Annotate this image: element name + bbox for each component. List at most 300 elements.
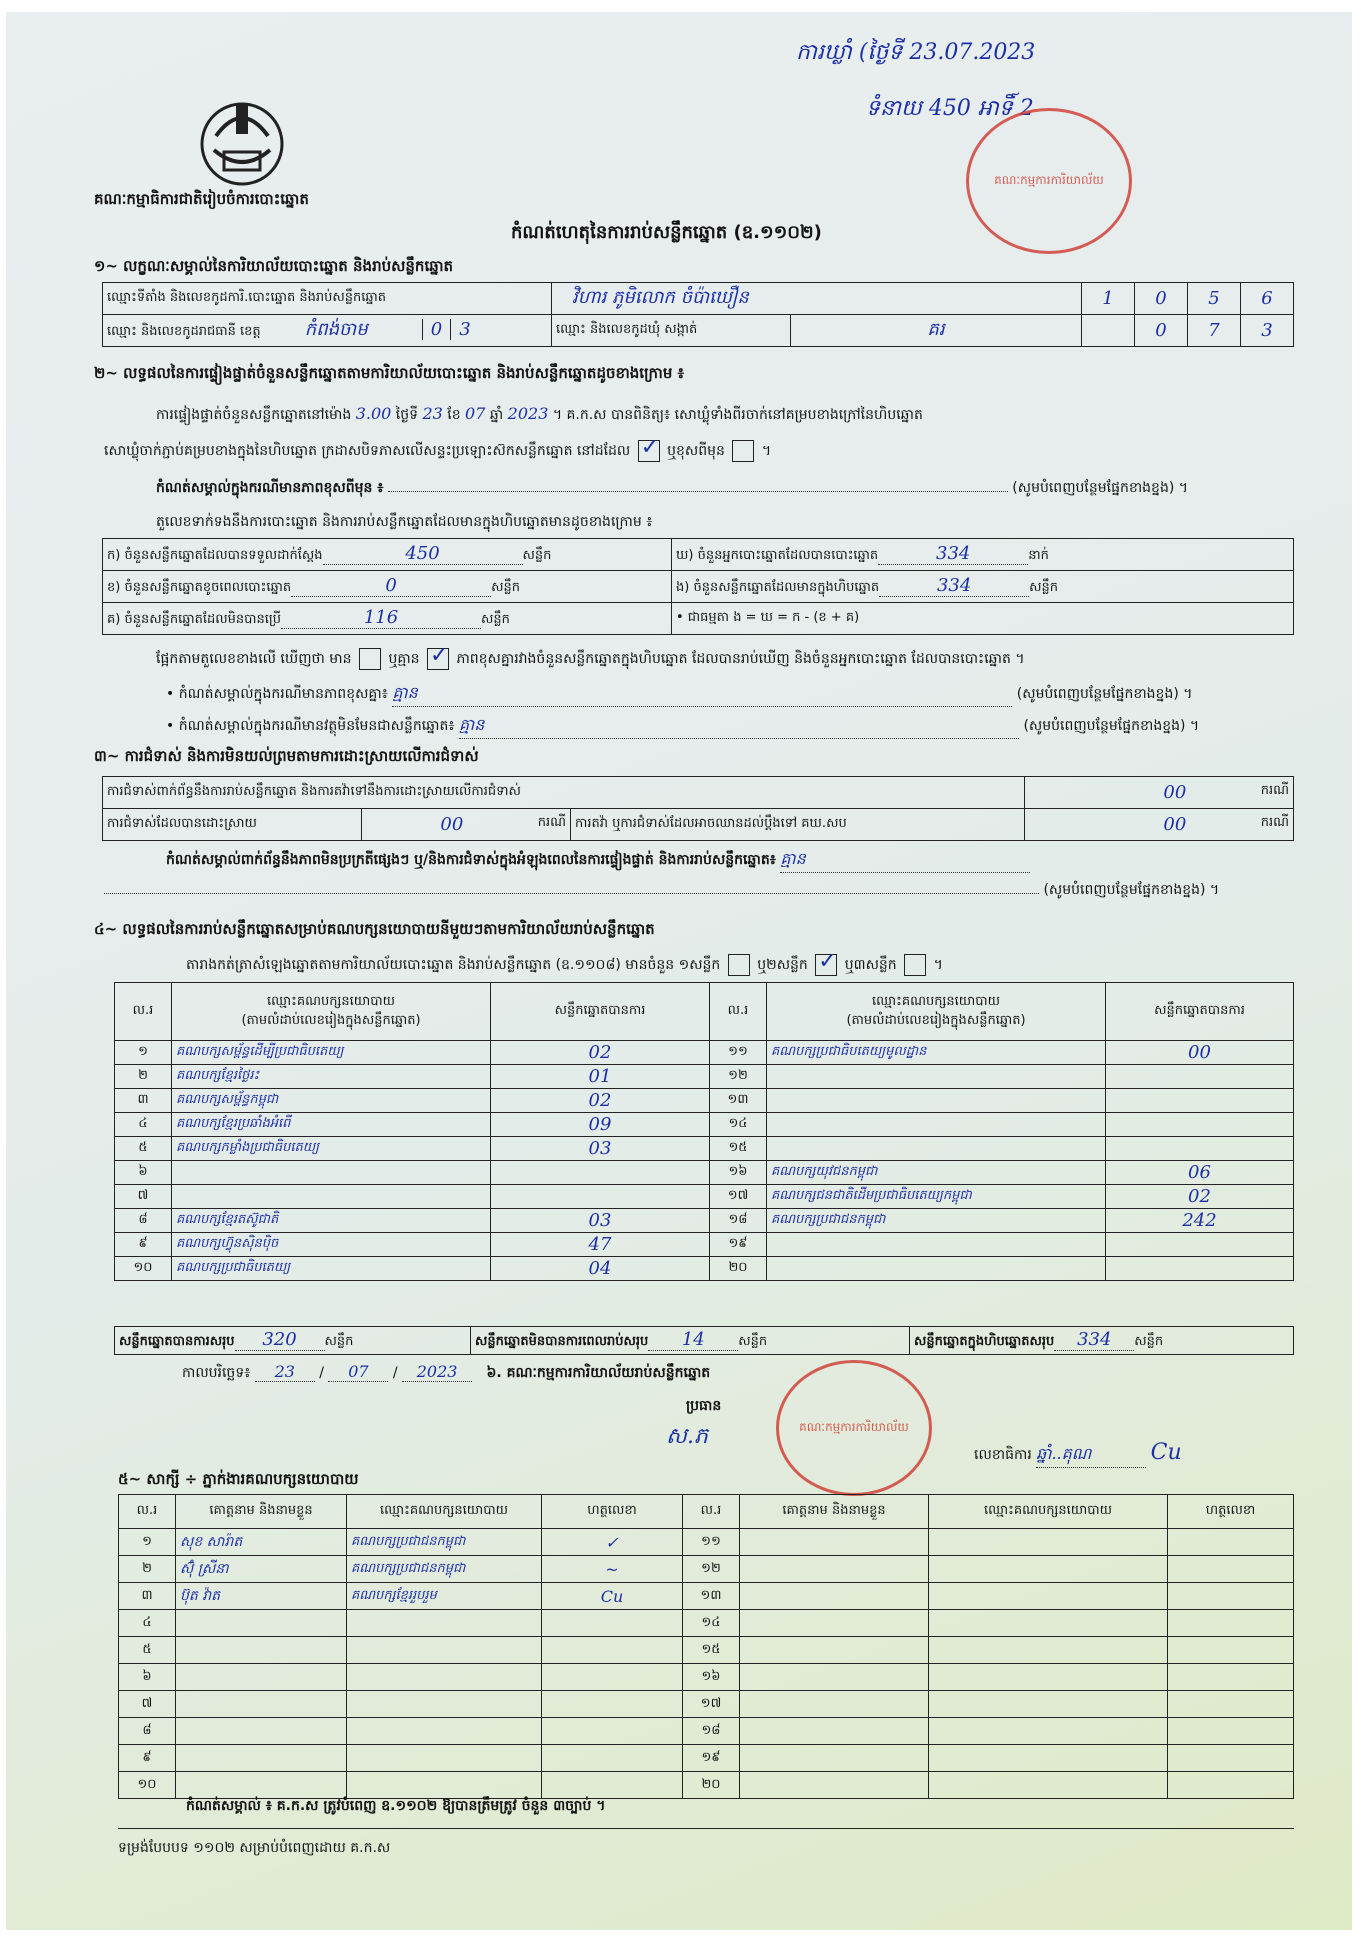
witness-no: ៩	[119, 1745, 176, 1772]
count-label: គ) ចំនួនសន្លឹកឆ្នោតដែលមិនបានប្រើ	[107, 612, 281, 627]
result-votes	[1106, 1257, 1294, 1281]
witness-no: ១៩	[683, 1745, 740, 1772]
witness-no: ១	[119, 1529, 176, 1556]
col-sign: ហត្ថលេខា	[542, 1495, 683, 1529]
check-day: 23	[422, 404, 443, 423]
table-row	[115, 1185, 1294, 1209]
results-table	[114, 982, 1294, 1281]
total-valid-cell	[115, 1327, 471, 1355]
result-party	[767, 1089, 1106, 1113]
witness-name	[740, 1610, 929, 1637]
witness-party	[929, 1637, 1168, 1664]
location-code-digit: 1	[1082, 283, 1135, 315]
witness-name	[176, 1718, 347, 1745]
witness-party: គណបក្សប្រជាជនកម្ពុជា	[347, 1556, 542, 1583]
para1-text: ខែ	[447, 407, 461, 423]
witness-sign	[542, 1691, 683, 1718]
count-row-d	[672, 539, 1294, 571]
result-party: គណបក្សខ្មែរប្រឆាំងអំពើ	[172, 1113, 491, 1137]
witness-no: ១៤	[683, 1610, 740, 1637]
count-c-value: 116	[281, 607, 481, 629]
witness-sign	[542, 1772, 683, 1799]
section3-note-value: គ្មាន	[780, 848, 1030, 873]
count-b-value: 0	[291, 575, 491, 597]
results-totals	[114, 1326, 1294, 1355]
table-row	[115, 1113, 1294, 1137]
result-no: ៦	[115, 1161, 172, 1185]
result-votes: 04	[491, 1257, 710, 1281]
result-no: ៣	[115, 1089, 172, 1113]
fill-hint: (សូមបំពេញបន្ថែមផ្នែកខាងខ្នង) ។	[1023, 718, 1200, 734]
witness-sign	[1168, 1718, 1294, 1745]
witness-name: សុខ សារ៉ាត	[176, 1529, 347, 1556]
witness-name	[740, 1556, 929, 1583]
col-party: ឈ្មោះគណបក្សនយោបាយ	[347, 1495, 542, 1529]
chair-label: ប្រធាន	[686, 1398, 722, 1414]
date-line: កាលបរិច្ឆេទ៖ 23 / 07 / 2023 ៦. គណៈកម្មការការិយាល័យរាប់សន្លឹកឆ្នោត	[182, 1362, 711, 1381]
check-hour: 3.00	[355, 404, 392, 423]
table-row	[119, 1745, 1294, 1772]
result-no: ១៦	[710, 1161, 767, 1185]
table-row	[119, 1691, 1294, 1718]
witness-sign: ~	[542, 1556, 683, 1583]
result-votes: 00	[1106, 1041, 1294, 1065]
compare-line	[156, 648, 1025, 670]
witness-name	[740, 1529, 929, 1556]
result-no: ១៣	[710, 1089, 767, 1113]
witness-no: ១៨	[683, 1718, 740, 1745]
witness-no: ១០	[119, 1772, 176, 1799]
result-party: គណបក្សសម្ព័ន្ធដើម្បីប្រជាធិបតេយ្យ	[172, 1041, 491, 1065]
intro-text: តារាងកត់ត្រាសំឡេងឆ្នោតតាមការិយាល័យបោះឆ្នោត និងរាប់សន្លឹកឆ្នោត (ឧ.១១០៨) មានចំនួន ១សន្លឹក	[186, 957, 721, 973]
result-no: ២០	[710, 1257, 767, 1281]
col-votes: សន្លឹកឆ្នោតបានការ	[1106, 983, 1294, 1041]
count-a-value: 450	[323, 543, 523, 565]
witness-no: ២០	[683, 1772, 740, 1799]
section3-title: ៣~ ការជំទាស់ និងការមិនយល់ព្រមតាមការដោះស្រាយលើការជំទាស់	[94, 747, 479, 765]
objection-row2b-cell	[1025, 809, 1294, 841]
commune-code-digit: 7	[1188, 315, 1241, 347]
count-label: ក) ចំនួនសន្លឹកឆ្នោតដែលបានទទួលដាក់ស្តែង	[107, 548, 323, 563]
witness-sign	[1168, 1745, 1294, 1772]
case-unit: ករណី	[1260, 815, 1289, 830]
witness-no: ៤	[119, 1610, 176, 1637]
table-row	[115, 1089, 1294, 1113]
section2-note-line	[156, 478, 1296, 499]
total-invalid-value: 14	[648, 1329, 738, 1351]
result-party	[767, 1233, 1106, 1257]
table-row	[119, 1583, 1294, 1610]
date-label: កាលបរិច្ឆេទ៖	[182, 1365, 251, 1381]
witness-sign	[542, 1637, 683, 1664]
witness-sign	[1168, 1664, 1294, 1691]
witness-party	[929, 1583, 1168, 1610]
result-party: គណបក្សជនជាតិដើមប្រជាធិបតេយ្យកម្ពុជា	[767, 1185, 1106, 1209]
compare-text: ភាពខុសគ្នារវាងចំនួនសន្លឹកឆ្នោតក្នុងហិបឆ្នោត ដែលបានរាប់ឃើញ និងចំនួនអ្នកបោះឆ្នោត ដែលបានបោះឆ្នោត ។	[456, 651, 1025, 667]
col-sign: ហត្ថលេខា	[1168, 1495, 1294, 1529]
committee-label: ៦. គណៈកម្មការការិយាល័យរាប់សន្លឹកឆ្នោត	[486, 1365, 711, 1381]
result-votes: 02	[491, 1041, 710, 1065]
objection-row1-label: ការជំទាស់ពាក់ព័ន្ធនឹងការរាប់សន្លឹកឆ្នោត និងការតវ៉ាទៅនឹងការដោះស្រាយលើការជំទាស់	[103, 777, 1025, 809]
table-row	[115, 1233, 1294, 1257]
intro-text: ឬ២សន្លឹក	[757, 957, 808, 973]
stamp-text-top: គណៈកម្មការការិយាល័យ	[994, 173, 1104, 187]
compare-text: ផ្អែកតាមតួលេខខាងលើ ឃើញថា មាន	[156, 651, 352, 667]
witness-party	[929, 1691, 1168, 1718]
result-party: គណបក្សប្រជាធិបតេយ្យ	[172, 1257, 491, 1281]
col-party	[767, 983, 1106, 1041]
result-party	[767, 1065, 1106, 1089]
col-votes: សន្លឹកឆ្នោតបានការ	[491, 983, 710, 1041]
difference-yes-checkbox[interactable]	[359, 648, 381, 670]
witness-table	[118, 1494, 1294, 1799]
table-row	[119, 1772, 1294, 1799]
handwritten-note-2: ទំនាយ 450 អាទិ៍ 2	[866, 96, 1034, 121]
col-no: ល.រ	[683, 1495, 740, 1529]
location-code-digit: 6	[1241, 283, 1294, 315]
result-votes: 03	[491, 1137, 710, 1161]
handwritten-note-1: ការឃ្លាំ (ថ្ងៃទី 23.07.2023	[796, 40, 1036, 65]
witness-party	[347, 1637, 542, 1664]
result-party: គណបក្សហ៊្វុនស៊ិនប៉ិច	[172, 1233, 491, 1257]
note-label: កំណត់សម្គាល់ក្នុងករណីមានភាពខុសពីមុន ៖	[156, 480, 384, 496]
province-code-digit: 3	[450, 319, 478, 340]
section4-title: ៤~ លទ្ធផលនៃការរាប់សន្លឹកឆ្នោតសម្រាប់គណបក្សនយោបាយនីមួយៗតាមការិយាល័យរាប់សន្លឹកឆ្នោត	[94, 920, 655, 938]
province-code-digit: 0	[422, 319, 450, 340]
result-votes: 02	[491, 1089, 710, 1113]
result-no: ២	[115, 1065, 172, 1089]
result-party: គណបក្សខ្មែរថ្ងៃរះ	[172, 1065, 491, 1089]
witness-name: ស៊ុំ ស្រីនា	[176, 1556, 347, 1583]
result-no: ៩	[115, 1233, 172, 1257]
col-name: គោត្តនាម និងនាមខ្លួន	[176, 1495, 347, 1529]
count-unit: នាក់	[1028, 548, 1049, 563]
compare-text: ឬគ្មាន	[388, 651, 420, 667]
total-label: សន្លឹកឆ្នោតបានការសរុប	[119, 1334, 235, 1349]
result-votes: 09	[491, 1113, 710, 1137]
check-month: 07	[465, 404, 486, 423]
commune-value: គរ	[791, 315, 1082, 347]
witness-no: ១៥	[683, 1637, 740, 1664]
witness-name	[176, 1691, 347, 1718]
result-votes: 242	[1106, 1209, 1294, 1233]
result-no: ១២	[710, 1065, 767, 1089]
result-party	[172, 1161, 491, 1185]
witness-no: ១៧	[683, 1691, 740, 1718]
witness-sign: Cu	[542, 1583, 683, 1610]
count-row-c	[103, 603, 672, 635]
stamp-text-bottom: គណៈកម្មការការិយាល័យ	[799, 1420, 909, 1434]
table-row	[115, 1209, 1294, 1233]
col-party: ឈ្មោះគណបក្សនយោបាយ	[929, 1495, 1168, 1529]
unchanged-checkbox[interactable]	[638, 440, 660, 462]
para2-text: សោឃ្លុំចាក់ភ្ជាប់គម្របខាងក្នុងនៃហិបឆ្នោត ក្រដាសបិទភាសលើសន្ទះប្រឡោះស៊កសន្លឹកឆ្នោត នៅដដែល	[104, 443, 631, 459]
three-sheets-checkbox[interactable]	[904, 954, 926, 976]
result-votes	[1106, 1137, 1294, 1161]
witness-sign	[542, 1664, 683, 1691]
province-label-text: ឈ្មោះ និងលេខកូដរាជធានី ខេត្ត	[107, 324, 261, 339]
table-row	[115, 1257, 1294, 1281]
result-party	[172, 1185, 491, 1209]
fill-hint: (សូមបំពេញបន្ថែមផ្នែកខាងខ្នង) ។	[1012, 480, 1188, 496]
objection-row2b-value: 00	[1163, 814, 1187, 835]
result-votes	[491, 1185, 710, 1209]
total-label: សន្លឹកឆ្នោតមិនបានការពេលរាប់សរុប	[475, 1334, 649, 1349]
col-no: ល.រ	[119, 1495, 176, 1529]
col-party-line1: ឈ្មោះគណបក្សនយោបាយ	[872, 993, 1000, 1009]
result-votes	[1106, 1113, 1294, 1137]
result-no: ១១	[710, 1041, 767, 1065]
result-no: ៥	[115, 1137, 172, 1161]
location-code-digit: 0	[1135, 283, 1188, 315]
result-no: ១៤	[710, 1113, 767, 1137]
official-stamp-bottom	[776, 1360, 932, 1496]
count-label: ខ) ចំនួនសន្លឹកឆ្នោតខូចពេលបោះឆ្នោត	[107, 580, 292, 595]
witness-name	[740, 1745, 929, 1772]
section5-title: ៥~ សាក្សី ÷ ភ្នាក់ងារគណបក្សនយោបាយ	[118, 1470, 359, 1488]
witness-no: ១២	[683, 1556, 740, 1583]
witness-party	[929, 1664, 1168, 1691]
intro-text: ឬ៣សន្លឹក	[844, 957, 897, 973]
secretary-line	[974, 1440, 1182, 1468]
section3-note-line2	[104, 880, 1294, 901]
chair-signature: ស.ភ	[666, 1424, 708, 1449]
witness-name	[176, 1745, 347, 1772]
nec-emblem-icon	[196, 90, 288, 188]
objections-table	[102, 776, 1294, 841]
witness-no: ២	[119, 1556, 176, 1583]
result-votes: 01	[491, 1065, 710, 1089]
section5-note: កំណត់សម្គាល់ ៖ គ.ក.ស ត្រូវបំពេញ ឧ.១១០២ ឱ្យបានត្រឹមត្រូវ ចំនួន ៣ច្បាប់ ។	[186, 1798, 606, 1814]
result-votes: 06	[1106, 1161, 1294, 1185]
witness-name	[740, 1691, 929, 1718]
province-value: កំពង់ចាម	[304, 319, 368, 340]
col-no: ល.រ	[710, 983, 767, 1041]
objection-row2-value: 00	[440, 814, 464, 835]
total-unit: សន្លឹក	[738, 1334, 768, 1349]
witness-party	[347, 1691, 542, 1718]
witness-name	[176, 1610, 347, 1637]
commune-code-blank	[1082, 315, 1135, 347]
result-party: គណបក្សប្រជាជនកម្ពុជា	[767, 1209, 1106, 1233]
changed-checkbox[interactable]	[732, 440, 754, 462]
result-party	[767, 1137, 1106, 1161]
witness-no: ១៦	[683, 1664, 740, 1691]
result-party: គណបក្សខ្មែរតស៊ូជាតិ	[172, 1209, 491, 1233]
witness-no: ១៣	[683, 1583, 740, 1610]
result-party	[767, 1257, 1106, 1281]
total-valid-value: 320	[235, 1329, 325, 1351]
witness-sign	[1168, 1529, 1294, 1556]
table-row	[115, 1137, 1294, 1161]
witness-party	[347, 1664, 542, 1691]
witness-body	[119, 1529, 1294, 1799]
section3-note	[166, 848, 1296, 873]
result-party: គណបក្សប្រជាធិបតេយ្យមូលដ្ឋាន	[767, 1041, 1106, 1065]
result-no: ១៨	[710, 1209, 767, 1233]
date-day: 23	[255, 1362, 315, 1382]
para1-text: ឆ្នាំ	[489, 407, 504, 423]
witness-party	[929, 1745, 1168, 1772]
fill-hint: (សូមបំពេញបន្ថែមផ្នែកខាងខ្នង) ។	[1043, 882, 1220, 898]
witness-sign	[1168, 1637, 1294, 1664]
section1-table	[102, 282, 1294, 347]
witness-no: ៨	[119, 1718, 176, 1745]
para2-text: ។	[761, 443, 772, 459]
count-unit: សន្លឹក	[491, 580, 520, 595]
count-d-value: 334	[878, 543, 1028, 565]
result-no: ៨	[115, 1209, 172, 1233]
case-unit: ករណី	[537, 815, 566, 830]
result-votes	[1106, 1065, 1294, 1089]
witness-no: ៧	[119, 1691, 176, 1718]
para1-text: ថ្ងៃទី	[395, 407, 418, 423]
bullet-text: • កំណត់សម្គាល់ក្នុងករណីមានភាពខុសគ្នា៖	[166, 686, 388, 702]
table-row	[119, 1556, 1294, 1583]
para2-text: ឬខុសពីមុន	[667, 443, 725, 459]
witness-sign	[542, 1745, 683, 1772]
witness-party	[929, 1610, 1168, 1637]
col-party-line2: (តាមលំដាប់លេខរៀងក្នុងសន្លឹកឆ្នោត)	[846, 1012, 1026, 1028]
total-unit: សន្លឹក	[1134, 1334, 1164, 1349]
counts-table	[102, 538, 1294, 635]
section2-title: ២~ លទ្ធផលនៃការផ្ទៀងផ្ទាត់ចំនួនសន្លឹកឆ្នោតតាមការិយាល័យបោះឆ្នោត និងរាប់សន្លឹកឆ្នោតដូចខាងក្រោម ៖	[94, 364, 685, 382]
result-votes: 03	[491, 1209, 710, 1233]
table-row	[119, 1610, 1294, 1637]
result-no: ១៩	[710, 1233, 767, 1257]
witness-sign	[542, 1718, 683, 1745]
date-year: 2023	[402, 1362, 472, 1382]
witness-party	[929, 1718, 1168, 1745]
witness-party: គណបក្សខ្មែររួបរួម	[347, 1583, 542, 1610]
result-votes	[1106, 1233, 1294, 1257]
location-label: ឈ្មោះទីតាំង និងលេខកូដការិ.បោះឆ្នោត និងរាប់សន្លឹកឆ្នោត	[103, 283, 552, 315]
secretary-label: លេខាធិការ	[974, 1447, 1032, 1463]
total-box-cell	[910, 1327, 1294, 1355]
objection-row1-cell	[1025, 777, 1294, 809]
witness-party: គណបក្សប្រជាជនកម្ពុជា	[347, 1529, 542, 1556]
col-name: គោត្តនាម និងនាមខ្លួន	[740, 1495, 929, 1529]
count-unit: សន្លឹក	[522, 548, 552, 563]
result-votes	[1106, 1089, 1294, 1113]
objection-row2-cell	[362, 809, 571, 841]
total-unit: សន្លឹក	[324, 1334, 354, 1349]
col-no: ល.រ	[115, 983, 172, 1041]
witness-no: ៦	[119, 1664, 176, 1691]
result-votes: 02	[1106, 1185, 1294, 1209]
witness-name	[740, 1718, 929, 1745]
date-month: 07	[328, 1362, 388, 1382]
count-label: ង) ចំនួនសន្លឹកឆ្នោតដែលមានក្នុងហិបឆ្នោត	[676, 580, 880, 595]
section1-title: ១~ លក្ខណៈសម្គាល់នៃការិយាល័យបោះឆ្នោត និងរាប់សន្លឹកឆ្នោត	[94, 257, 454, 275]
witness-name	[176, 1772, 347, 1799]
difference-no-checkbox[interactable]	[427, 648, 449, 670]
section2-para1	[156, 404, 1296, 426]
result-no: ៧	[115, 1185, 172, 1209]
result-party: គណបក្សសម្ព័ន្ធកម្ពុជា	[172, 1089, 491, 1113]
witness-sign	[1168, 1556, 1294, 1583]
section2-para2	[104, 440, 771, 462]
result-party: គណបក្សកម្លាំងប្រជាធិបតេយ្យ	[172, 1137, 491, 1161]
witness-sign: ✓	[542, 1529, 683, 1556]
table-row	[115, 1161, 1294, 1185]
objection-row1-value: 00	[1163, 782, 1187, 803]
count-label: ឃ) ចំនួនអ្នកបោះឆ្នោតដែលបានបោះឆ្នោត	[676, 548, 879, 563]
count-row-b	[103, 571, 672, 603]
witness-name	[176, 1664, 347, 1691]
witness-sign	[542, 1610, 683, 1637]
province-label	[103, 315, 552, 347]
witness-party	[347, 1772, 542, 1799]
result-party: គណបក្សយុវជនកម្ពុជា	[767, 1161, 1106, 1185]
witness-sign	[1168, 1691, 1294, 1718]
col-party-line1: ឈ្មោះគណបក្សនយោបាយ	[267, 993, 395, 1009]
result-no: ១	[115, 1041, 172, 1065]
witness-name: ប៊ុត វ៉ាត	[176, 1583, 347, 1610]
location-code-digit: 5	[1188, 283, 1241, 315]
official-stamp-top	[966, 108, 1132, 254]
result-no: ៤	[115, 1113, 172, 1137]
bullet-text: • កំណត់សម្គាល់ក្នុងករណីមានវត្ថុមិនមែនជាសន្លឹកឆ្នោត៖	[166, 718, 455, 734]
note-dotted-line	[104, 893, 1039, 894]
formula: • ជាធម្មតា ង = ឃ = ក - (ខ + គ)	[672, 603, 1294, 635]
witness-name	[176, 1637, 347, 1664]
form-page	[6, 12, 1352, 1930]
witness-no: ៣	[119, 1583, 176, 1610]
count-unit: សន្លឹក	[481, 612, 510, 627]
table-row	[115, 1041, 1294, 1065]
result-votes	[491, 1161, 710, 1185]
count-row-e	[672, 571, 1294, 603]
commune-code-digit: 3	[1241, 315, 1294, 347]
location-value: វិហារ ភូមិលោក ចំប៉ាឃឿន	[552, 283, 1082, 315]
result-party	[767, 1113, 1106, 1137]
witness-party	[347, 1610, 542, 1637]
one-sheet-checkbox[interactable]	[728, 954, 750, 976]
note-dotted-line	[388, 491, 1008, 492]
commune-code-digit: 0	[1135, 315, 1188, 347]
bullet-line-2	[166, 714, 1296, 739]
section2-intro: តួលេខទាក់ទងនឹងការបោះឆ្នោត និងការរាប់សន្លឹកឆ្នោតដែលមានក្នុងហិបឆ្នោតមានដូចខាងក្រោម ៖	[156, 514, 653, 530]
doc-title: កំណត់ហេតុនៃការរាប់សន្លឹកឆ្នោត (ឧ.១១០២)	[511, 222, 822, 243]
table-row	[119, 1664, 1294, 1691]
org-name: គណៈកម្មាធិការជាតិរៀបចំការបោះឆ្នោត	[94, 190, 309, 208]
total-box-value: 334	[1054, 1329, 1134, 1351]
witness-name	[740, 1772, 929, 1799]
footer-text: ទម្រង់បែបបទ ១១០២ សម្រាប់បំពេញដោយ គ.ក.ស	[118, 1840, 391, 1856]
result-no: ១០	[115, 1257, 172, 1281]
witness-sign	[1168, 1772, 1294, 1799]
para1-text: ។ គ.ក.ស បានពិនិត្យ៖ សោឃ្លុំទាំងពីរចាក់នៅគម្របខាងក្រៅនៃហិបឆ្នោត	[552, 407, 923, 423]
results-body	[115, 1041, 1294, 1281]
section4-intro: តារាងកត់ត្រាសំឡេងឆ្នោតតាមការិយាល័យបោះឆ្នោត និងរាប់សន្លឹកឆ្នោត (ឧ.១១០៨) មានចំនួន ១សន្លឹក ឬ២សន្លឹក ✓ ឬ៣សន្លឹក ។	[186, 954, 943, 976]
fill-hint: (សូមបំពេញបន្ថែមផ្នែកខាងខ្នង) ។	[1016, 686, 1193, 702]
bullet2-value: គ្មាន	[459, 714, 1019, 739]
table-row	[115, 1065, 1294, 1089]
witness-sign	[1168, 1610, 1294, 1637]
count-unit: សន្លឹក	[1029, 580, 1059, 595]
col-party	[172, 983, 491, 1041]
table-row	[119, 1529, 1294, 1556]
witness-name	[740, 1583, 929, 1610]
secretary-value: ឆ្នាំ..គុណ	[1036, 1443, 1146, 1468]
bullet-line-1	[166, 682, 1296, 707]
two-sheets-checkbox[interactable]	[815, 954, 837, 976]
witness-name	[740, 1664, 929, 1691]
witness-party	[929, 1772, 1168, 1799]
footer-divider	[118, 1828, 1294, 1829]
note-label: កំណត់សម្គាល់ពាក់ព័ន្ធនឹងភាពមិនប្រក្រតីផ្សេងៗ ឬ/និងការជំទាស់ក្នុងអំឡុងពេលនៃការផ្ទៀងផ្ទាត់ និងការរាប់សន្លឹកឆ្នោត៖	[166, 852, 776, 868]
